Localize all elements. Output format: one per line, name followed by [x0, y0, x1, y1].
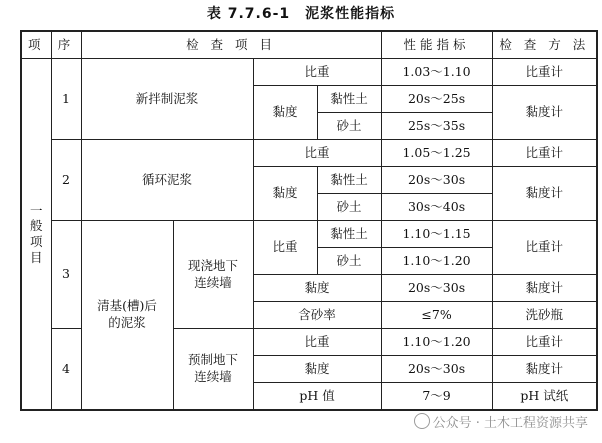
row-2-nianxingtu-value: 20s～30s [381, 167, 492, 194]
row-4-niandu-method: 黏度计 [492, 356, 597, 383]
row-3-number: 3 [51, 221, 81, 329]
header-xiang: 项 [21, 31, 51, 59]
row-3-hanshalv-value: ≤7% [381, 302, 492, 329]
table-row [21, 140, 597, 167]
row-2-shatu: 砂土 [317, 194, 381, 221]
row-4-ph-value: 7～9 [381, 383, 492, 411]
row-1-bizhong-method: 比重计 [492, 59, 597, 86]
row-1-shatu: 砂土 [317, 113, 381, 140]
row-3-niandu-method: 黏度计 [492, 275, 597, 302]
row-3-sub-line-1: 现浇地下 [187, 257, 238, 273]
row-3-shatu: 砂土 [317, 248, 381, 275]
wechat-logo-icon [414, 413, 430, 429]
wechat-watermark [414, 412, 588, 431]
row-3-bizhong: 比重 [253, 221, 317, 275]
row-4-bizhong: 比重 [253, 329, 381, 356]
row-1-niandu-method: 黏度计 [492, 86, 597, 140]
row-2-name: 循环泥浆 [81, 140, 253, 221]
row-2-niandu-method: 黏度计 [492, 167, 597, 221]
row-1-bizhong: 比重 [253, 59, 381, 86]
watermark-text: 公众号 · 土木工程资源共享 [432, 416, 588, 431]
row-3-hanshalv: 含砂率 [253, 302, 381, 329]
row-4-sub-type [173, 329, 253, 411]
table-wrapper [20, 30, 598, 411]
qingji-line-1: 清基(槽)后 [97, 298, 157, 314]
row-1-niandu: 黏度 [253, 86, 317, 140]
row-1-nianxingtu-value: 20s～25s [381, 86, 492, 113]
table-header-row [21, 31, 597, 59]
header-xu: 序 [51, 31, 81, 59]
row-4-ph-method: pH 试纸 [492, 383, 597, 411]
table-row [21, 221, 597, 248]
qingji-line-2: 的泥浆 [108, 315, 146, 330]
row-3-sub-type [173, 221, 253, 329]
row-4-sub-line-1: 预制地下 [187, 352, 238, 368]
row-3-shatu-value: 1.10～1.20 [381, 248, 492, 275]
row-2-bizhong: 比重 [253, 140, 381, 167]
row-4-sub-line-2: 连续墙 [194, 369, 232, 384]
row-1-number: 1 [51, 59, 81, 140]
row-3-hanshalv-method: 洗砂瓶 [492, 302, 597, 329]
table-caption: 表 7.7.6-1 泥浆性能指标 [206, 6, 396, 22]
qingji-name [81, 221, 173, 411]
row-4-ph: pH 值 [253, 383, 381, 411]
row-3-niandu-value: 20s～30s [381, 275, 492, 302]
row-1-shatu-value: 25s～35s [381, 113, 492, 140]
row-1-bizhong-value: 1.03～1.10 [381, 59, 492, 86]
row-4-bizhong-method: 比重计 [492, 329, 597, 356]
row-3-nianxingtu: 黏性土 [317, 221, 381, 248]
row-3-niandu: 黏度 [253, 275, 381, 302]
mud-performance-table [20, 30, 598, 411]
row-2-nianxingtu: 黏性土 [317, 167, 381, 194]
header-jiancha-xiangmu: 检 查 项 目 [81, 31, 381, 59]
row-2-bizhong-method: 比重计 [492, 140, 597, 167]
group-label-yiban-xiangmu: 一 般 项 目 [21, 59, 51, 411]
row-2-niandu: 黏度 [253, 167, 317, 221]
row-2-shatu-value: 30s～40s [381, 194, 492, 221]
row-3-sub-line-2: 连续墙 [194, 274, 232, 290]
row-3-nianxingtu-value: 1.10～1.15 [381, 221, 492, 248]
row-2-bizhong-value: 1.05～1.25 [381, 140, 492, 167]
row-3-bizhong-method: 比重计 [492, 221, 597, 275]
row-4-number: 4 [51, 329, 81, 411]
row-4-niandu-value: 20s～30s [381, 356, 492, 383]
row-1-nianxingtu: 黏性土 [317, 86, 381, 113]
row-1-name: 新拌制泥浆 [81, 59, 253, 140]
header-xingneng-zhibiao: 性能指标 [381, 31, 492, 59]
row-2-number: 2 [51, 140, 81, 221]
table-row [21, 59, 597, 86]
header-jiancha-fangfa: 检 查 方 法 [492, 31, 597, 59]
row-4-niandu: 黏度 [253, 356, 381, 383]
row-4-bizhong-value: 1.10～1.20 [381, 329, 492, 356]
